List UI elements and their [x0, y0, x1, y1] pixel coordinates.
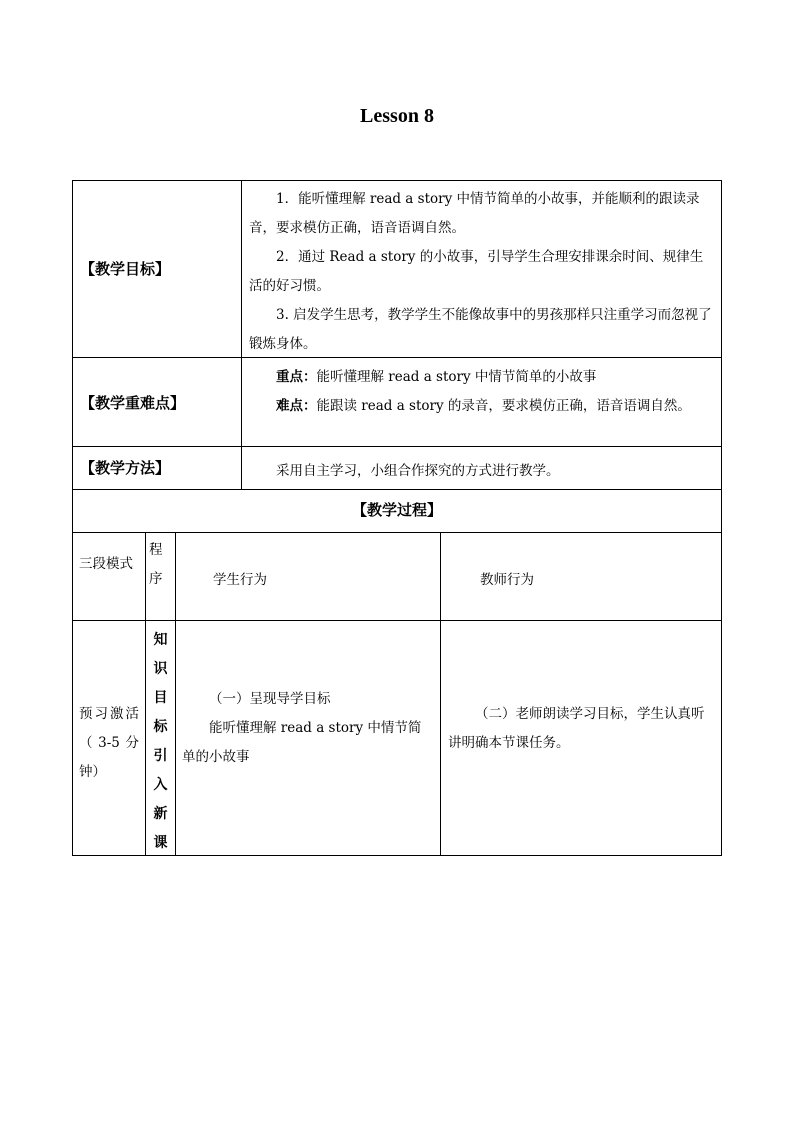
key-point-text: 能听懂理解 read a story 中情节简单的小故事: [316, 369, 597, 385]
difficult-point-text: 能跟读 read a story 的录音，要求模仿正确，语音语调自然。: [316, 398, 691, 414]
step-char: 引: [153, 748, 168, 764]
page-title: Lesson 8: [360, 105, 434, 127]
objectives-label: 【教学目标】: [80, 260, 171, 278]
objective-item-1: 1．能听懂理解 read a story 中情节简单的小故事，并能顺利的跟读录音，要求模仿正确，语音语调自然。: [249, 191, 700, 236]
step-char: 知: [153, 632, 168, 648]
row-student: [182, 685, 434, 772]
student-text: 能听懂理解 read a story 中情节简单的小故事: [182, 720, 422, 765]
teacher-text: （二）老师朗读学习目标，学生认真听讲明确本节课任务。: [448, 706, 705, 751]
step-char: 目: [153, 690, 168, 706]
step-char: 新: [153, 806, 168, 822]
row-teacher: [448, 700, 716, 758]
header-student: 学生行为: [213, 572, 267, 588]
key-points-content: [249, 363, 715, 421]
method-label: 【教学方法】: [80, 459, 171, 477]
difficult-point-label: 难点：: [276, 398, 317, 414]
header-teacher: 教师行为: [480, 572, 534, 588]
key-points-label: 【教学重难点】: [80, 394, 186, 412]
header-step: 程序: [149, 542, 163, 587]
step-char: 入: [153, 777, 168, 793]
row-step: [146, 626, 175, 858]
method-description: 采用自主学习，小组合作探究的方式进行教学。: [276, 463, 560, 479]
objectives-content: [249, 185, 715, 359]
header-mode: 三段模式: [79, 556, 133, 572]
student-heading: （一）呈现导学目标: [209, 691, 331, 707]
step-char: 识: [153, 661, 168, 677]
method-text: [249, 457, 715, 486]
step-char: 标: [153, 719, 168, 735]
process-label: 【教学过程】: [351, 501, 442, 519]
objective-item-2: 2．通过 Read a story 的小故事，引导学生合理安排课余时间、规律生活的好习惯。: [249, 249, 704, 294]
step-char: 课: [153, 835, 168, 851]
objective-item-3: 3. 启发学生思考，教学学生不能像故事中的男孩那样只注重学习而忽视了锻炼身体。: [249, 307, 712, 352]
row-mode: 预习激活（3-5分钟）: [79, 706, 139, 780]
key-point-label: 重点：: [276, 369, 317, 385]
